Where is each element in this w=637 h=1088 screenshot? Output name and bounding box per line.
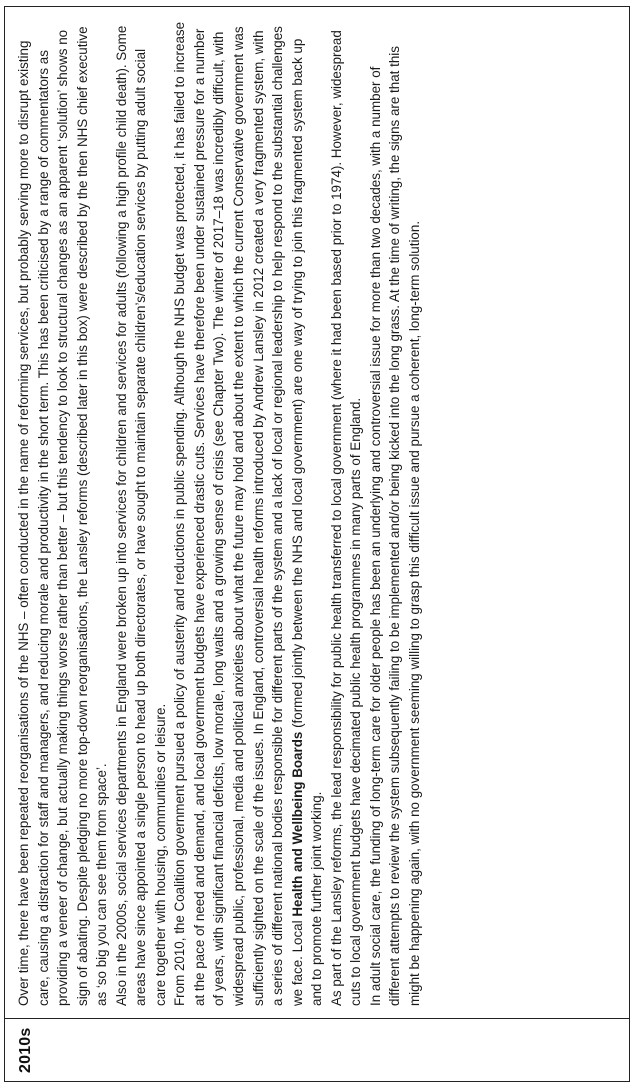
decade-label: 2010s — [17, 1027, 34, 1073]
paragraph-public-health: As part of the Lansley reforms, the lead responsibility for public health transferred to local government (where it had been based prior to 1974). However, widespread cuts to local government budgets have decimated public health programmes in many parts of England. — [328, 30, 364, 1006]
paragraph-social-services: Also in the 2000s, social services departments in England were broken up into services for children and services for adults (following a high profile child death). Some areas have since appointed a single person to head up both directorates, or have sought to maintain separate children’s/education services by putting adult social care together with housing, communities or leisure. — [113, 25, 168, 1006]
paragraph-adult-social-care: In adult social care, the funding of long-term care for older people has been an underlying and controversial issue for more than two decades, with a number of different attempts to review the system subsequently failing to be implemented and/or being kicked into the long grass. At the time of writing, the signs are that this might be happening again, with no government seeming willing to grasp this difficult issue and pursue a coherent, long-term solution. — [367, 46, 422, 1006]
table-row-2010s — [5, 7, 629, 1081]
decade-content — [5, 7, 629, 1018]
timeline-table — [4, 6, 630, 1082]
health-wellbeing-boards-term: Health and Wellbeing Boards — [289, 731, 305, 917]
paragraph-austerity — [170, 21, 326, 1006]
paragraph-austerity-text-after: (formed jointly between the NHS and local government) are one way of trying to join this fragmented system back up and to promote further joint working. — [289, 38, 325, 1006]
paragraph-reorganisations: Over time, there have been repeated reorganisations of the NHS – often conducted in the name of reforming services, but probably serving more to disrupt existing care, causing a distraction for staff and managers, and reducing morale and productivity in the short term. This has been criticised by a range of commentators as providing a veneer of change, but actually making things worse rather than better – but this tendency to look to structural changes as an apparent ‘solution’ shows no sign of abating. Despite pledging no more top-down reorganisations, the Lansley reforms (described later in this box) were described by the then NHS chief executive as ‘so big you can see them from space’. — [16, 26, 110, 1006]
decade-cell — [5, 1018, 629, 1081]
paragraph-austerity-text-before: From 2010, the Coalition government pursued a policy of austerity and reductions in public spending. Although the NHS budget was protected, it has failed to increase at the pace of need and demand, and local government budgets have experienced drastic cuts. Services have therefore been under sustained pressure for a number of years, with significant financial deficits, low morale, long waits and a growing sense of crisis (see Chapter Two). The winter of 2017–18 was incredibly difficult, with widespread public, professional, media and political anxieties about what the future may hold and about the extent to which the current Conservative government was sufficiently sighted on the scale of the issues. In England, controversial health reforms introduced by Andrew Lansley in 2012 created a very fragmented system, with a series of different national bodies responsible for different parts of the system and a lack of local or regional leadership to help respond to the substantial challenges we face. Local — [172, 21, 305, 1006]
